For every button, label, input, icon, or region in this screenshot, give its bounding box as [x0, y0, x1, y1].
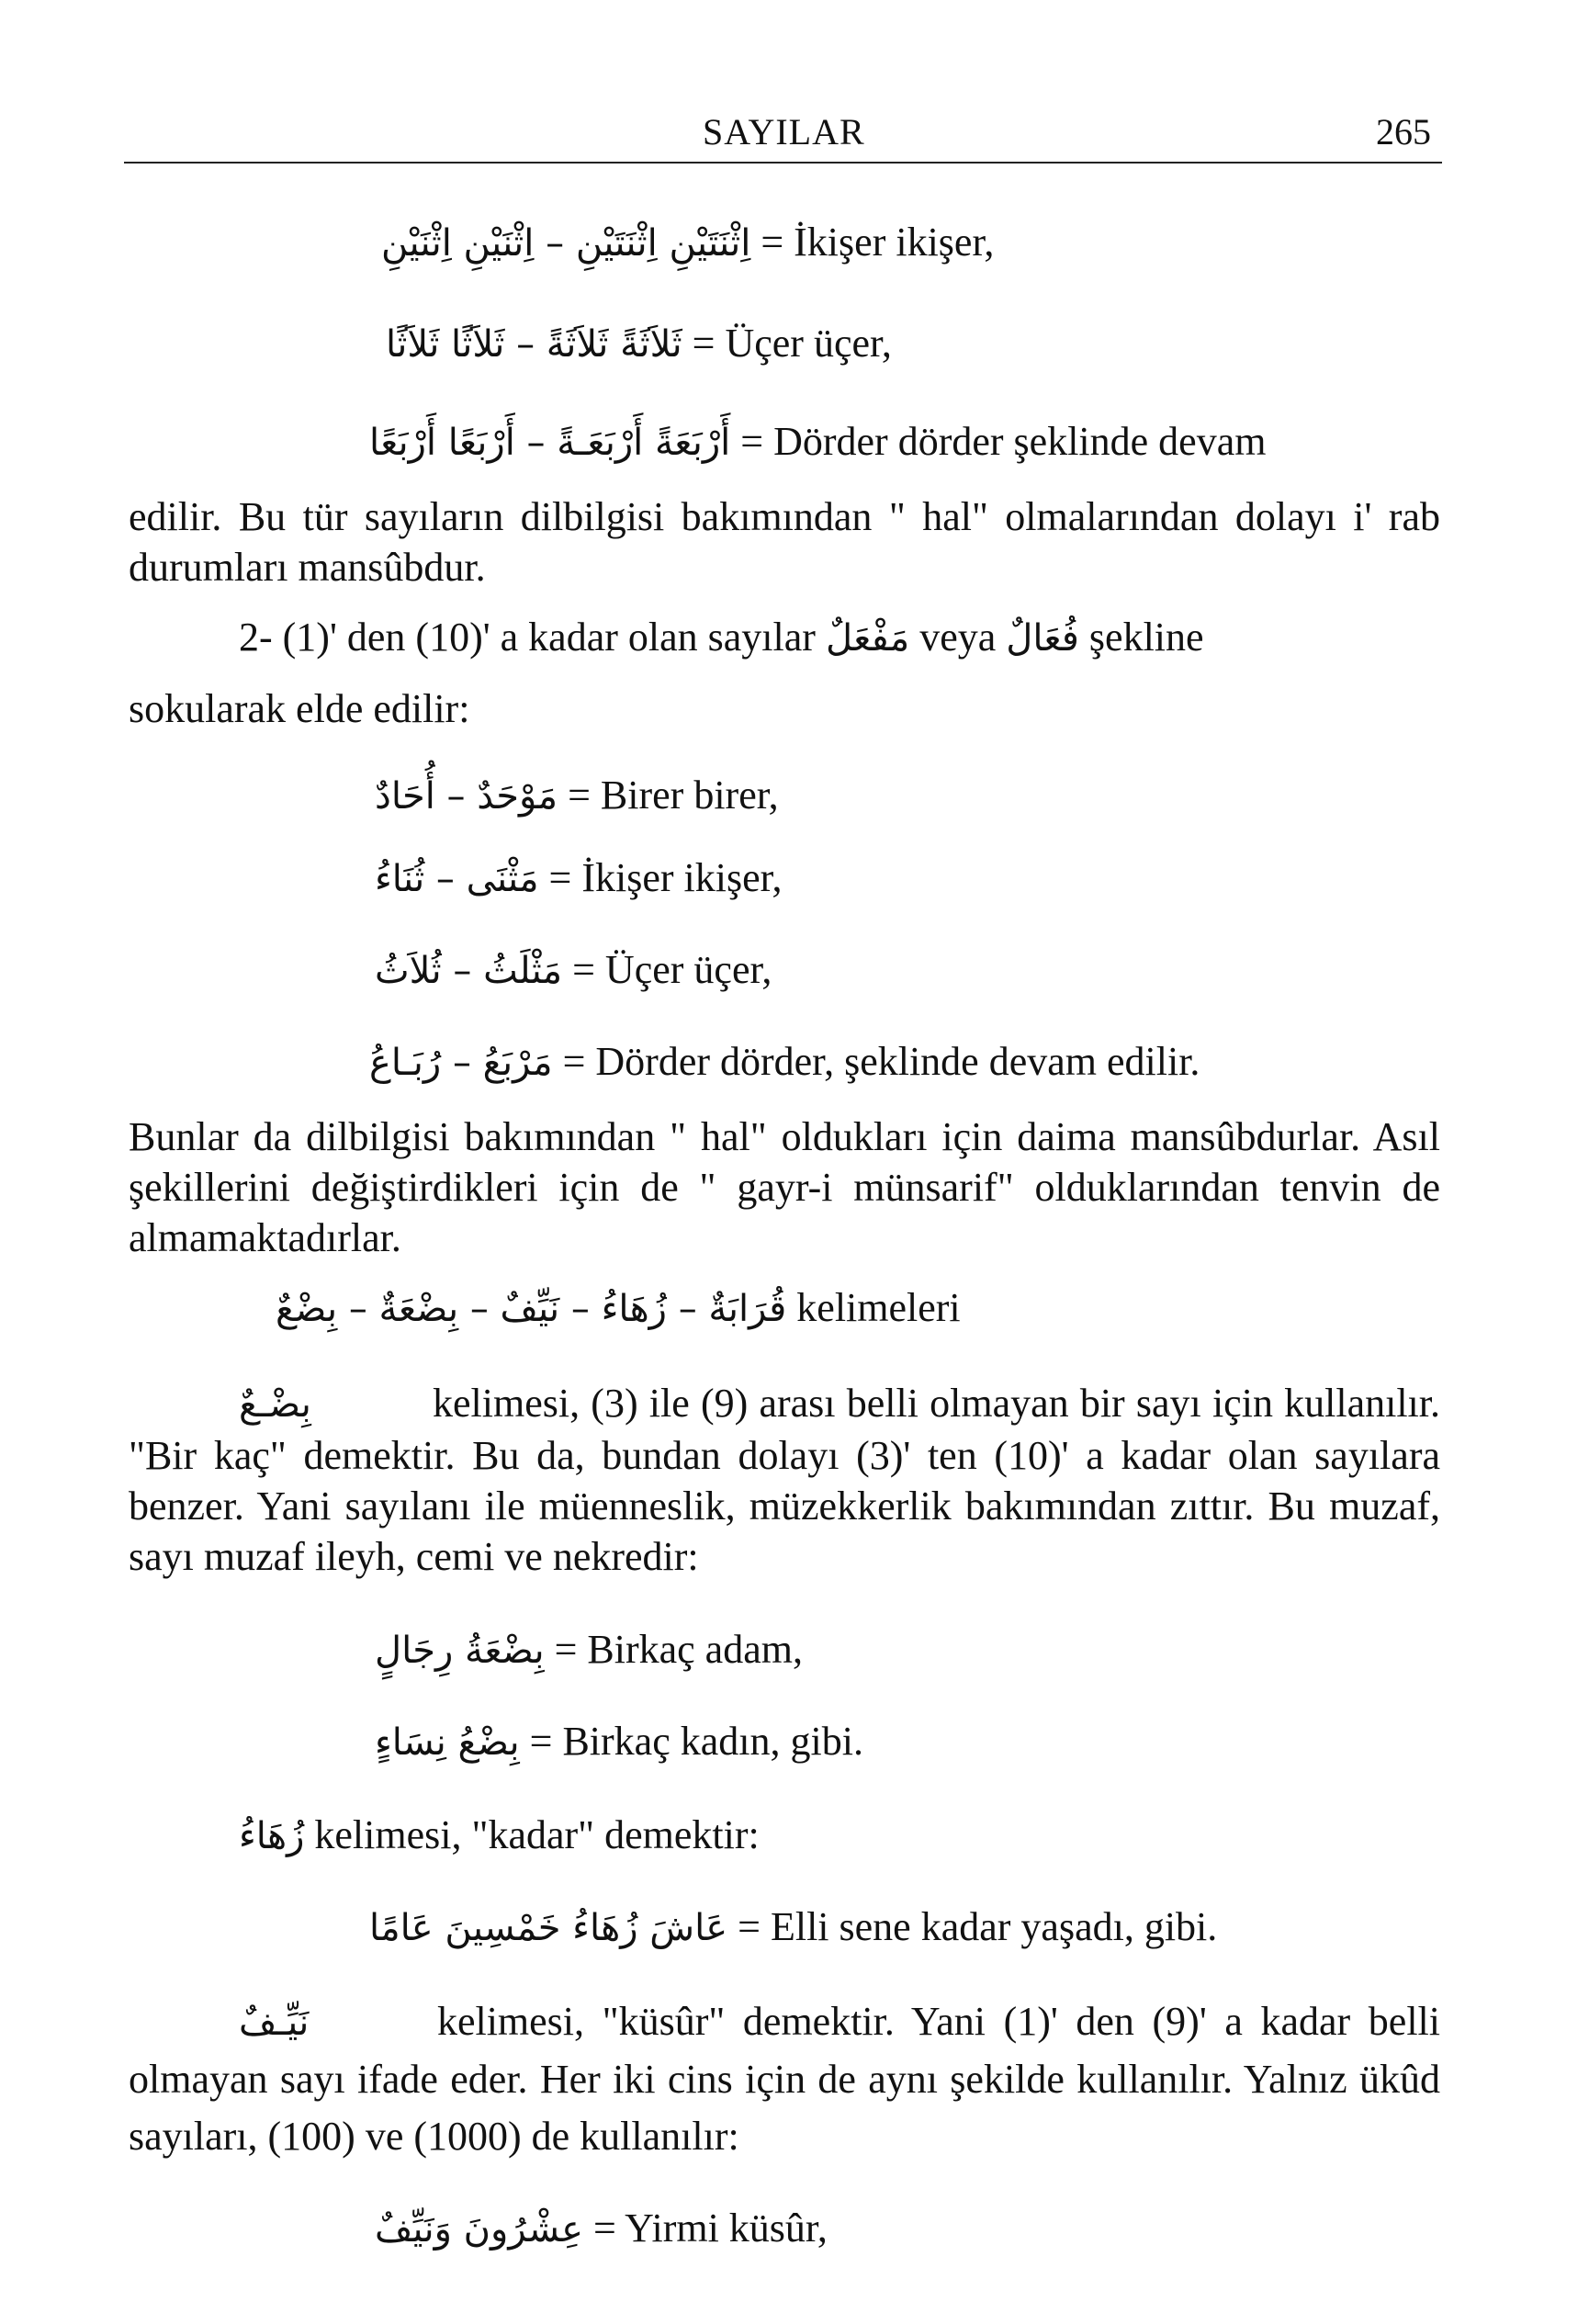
- translation-text: kelimeleri: [796, 1285, 961, 1330]
- example-line-ikiser-2: [375, 854, 783, 903]
- translation-text: = Yirmi küsûr,: [592, 2206, 828, 2251]
- arabic-text: بِضْعُ نِسَاءٍ: [375, 1721, 520, 1764]
- paragraph-mansub: Bunlar da dilbilgisi bakımından " hal" oldukları için daima mansûbdurlar. Asıl şekillerini değiştirdikleri için de " gayr-i münsarif" olduklarından tenvin de almamaktadırlar.: [129, 1114, 1440, 1260]
- arabic-text: مَثْنَى – ثُنَاءُ: [375, 858, 539, 900]
- translation-text: = Dörder dörder şeklinde devam: [740, 419, 1267, 464]
- arabic-text: مَرْبَعُ – رُبَـاعُ: [369, 1042, 553, 1084]
- translation-text: = Birkaç adam,: [554, 1627, 803, 1672]
- example-line-ucer: [386, 320, 892, 368]
- example-line-birkac-adam: [375, 1626, 803, 1675]
- translation-text: = Üçer üçer,: [572, 947, 772, 992]
- arabic-text: بِضْعَةُ رِجَالٍ: [375, 1630, 545, 1672]
- arabic-text: مَوْحَدٌ – أُحَادٌ: [375, 775, 558, 818]
- translation-text: = İkişer ikişer,: [761, 220, 995, 265]
- body-text: 2- (1)' den (10)' a kadar olan sayılar: [239, 615, 816, 660]
- arabic-text: ثَلاَثَةً ثَلاَثَةً – ثَلاَثًا ثَلاَثًا: [386, 323, 682, 366]
- paragraph-bid: [129, 1378, 1440, 1582]
- page-header: [124, 110, 1442, 164]
- paragraph-hal: edilir. Bu tür sayıların dilbilgisi bakımından " hal" olmalarından dolayı i' rab durumları mansûbdur.: [129, 494, 1440, 590]
- arabic-text: عِشْرُونَ وَنَيِّفٌ: [375, 2208, 583, 2251]
- example-line-birkac-kadin: [375, 1718, 863, 1766]
- arabic-text: أَرْبَعَةً أَرْبَعَـةً – أَرْبَعًا أَرْبَعًا: [369, 422, 731, 464]
- translation-text: = Birkaç kadın, gibi.: [529, 1719, 863, 1764]
- example-line-zuha: [239, 1811, 760, 1860]
- arabic-text: اِثْنَتَيْنِ اِثْنَتَيْنِ – اِثْنَيْنِ اِثْنَيْنِ: [381, 222, 751, 265]
- translation-text: = Elli sene kadar yaşadı, gibi.: [738, 1904, 1218, 1949]
- translation-text: = İkişer ikişer,: [548, 855, 783, 900]
- example-line-dorder-2: [369, 1038, 1200, 1087]
- arabic-term: بِضْـعٌ: [239, 1383, 311, 1426]
- translation-text: = Dörder dörder, şeklinde devam edilir.: [562, 1039, 1200, 1084]
- translation-text: = Üçer üçer,: [692, 321, 892, 366]
- arabic-text: عَاشَ زُهَاءُ خَمْسِينَ عَامًا: [369, 1907, 728, 1949]
- paragraph-rule-2: [239, 614, 1204, 662]
- arabic-term: مَفْعَلٌ: [825, 617, 910, 660]
- body-text: şekline: [1088, 615, 1204, 660]
- running-title: SAYILAR: [703, 111, 865, 152]
- arabic-text: قُرَابَةٌ – زُهَاءُ – نَيِّفٌ – بِضْعَةٌ – بِضْعٌ: [276, 1288, 787, 1330]
- example-line-kelimeler: [276, 1284, 961, 1333]
- example-line-yirmi-kusur: [375, 2205, 828, 2253]
- paragraph-rule-2-cont: sokularak elde edilir:: [129, 686, 470, 731]
- arabic-text: مَثْلَثُ – ثُلاَثُ: [375, 950, 563, 992]
- example-line-dorder: [369, 418, 1266, 467]
- body-text: kelimesi, "kadar" demektir:: [314, 1812, 760, 1857]
- example-line-ikiser: [381, 219, 994, 267]
- arabic-term: نَيِّـفٌ: [239, 2002, 310, 2044]
- body-text: kelimesi, (3) ile (9) arası belli olmayan bir sayı için kullanılır. "Bir kaç" demektir. Bu da, bundan dolayı (3)' ten (10)' a kadar olan sayılara benzer. Yani sayılanı ile müenneslik, müzekkerlik bakımından zıttır. Bu muzaf, sayı muzaf ileyh, cemi ve nekredir:: [129, 1381, 1441, 1579]
- arabic-term: زُهَاءُ: [239, 1815, 305, 1857]
- body-text: veya: [919, 615, 997, 660]
- body-text: kelimesi, "küsûr" demektir. Yani (1)' den (9)' a kadar belli olmayan sayı ifade eder. Her iki cins için de aynı şekilde kullanılır. Yalnız ükûd sayıları, (100) ve (1000) de kullanılır:: [129, 1999, 1441, 2159]
- page-number: 265: [1376, 111, 1431, 152]
- paragraph-neyyif: [129, 1993, 1440, 2165]
- example-line-elli-sene: [369, 1903, 1217, 1952]
- example-line-birer: [375, 772, 779, 820]
- arabic-term: فُعَالٌ: [1006, 617, 1079, 660]
- example-line-ucer-2: [375, 946, 772, 995]
- translation-text: = Birer birer,: [568, 773, 779, 818]
